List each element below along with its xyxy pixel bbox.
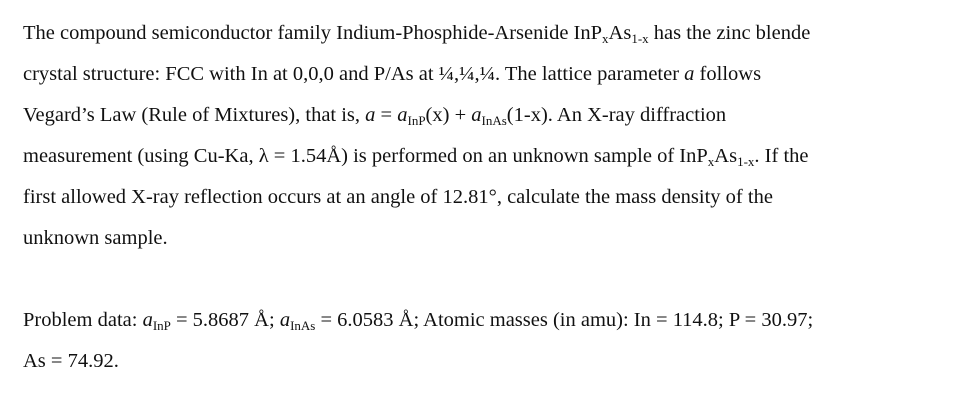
subscript: InAs xyxy=(290,318,316,333)
text-span: = xyxy=(375,104,398,126)
text-span: = 5.8687 Å; xyxy=(170,309,280,331)
subscript: InAs xyxy=(481,113,507,128)
paragraph-2-line-1 xyxy=(23,308,813,332)
paragraph-1-line-2 xyxy=(23,62,761,86)
text-span: . If the xyxy=(754,145,809,167)
variable-a: a xyxy=(684,63,695,85)
subscript: 1-x xyxy=(631,31,649,46)
subscript: x xyxy=(602,31,609,46)
text-span: As xyxy=(608,22,632,44)
subscript: x xyxy=(707,154,715,169)
paragraph-1-line-5: first allowed X-ray reflection occurs at an angle of 12.81°, calculate the mass density of the xyxy=(23,186,773,208)
text-span: (1-x). An X-ray diffraction xyxy=(506,104,727,126)
text-span: follows xyxy=(694,63,762,85)
text-span: Vegard’s Law (Rule of Mixtures), that is, xyxy=(23,104,366,126)
variable-a: a xyxy=(365,104,376,126)
paragraph-2-line-2: As = 74.92. xyxy=(23,350,119,372)
paragraph-1-line-3 xyxy=(23,103,726,127)
text-span: The compound semiconductor family Indium-Phosphide-Arsenide InP xyxy=(23,22,603,44)
paragraph-1-line-1 xyxy=(23,21,810,45)
variable-a: a xyxy=(471,104,482,126)
subscript: InP xyxy=(407,113,426,128)
variable-a: a xyxy=(279,309,291,331)
text-span: As xyxy=(714,145,738,167)
text-span: has the zinc blende xyxy=(648,22,811,44)
paragraph-1-line-4 xyxy=(23,144,809,168)
paragraph-1-line-6: unknown sample. xyxy=(23,227,168,249)
text-span: measurement (using Cu-Ka, λ = 1.54Å) is performed on an unknown sample of InP xyxy=(23,145,708,167)
variable-a: a xyxy=(397,104,408,126)
text-span: crystal structure: FCC with In at 0,0,0 and P/As at ¼,¼,¼. The lattice parameter xyxy=(23,63,685,85)
text-span: = 6.0583 Å; Atomic masses (in amu): In = 114.8; P = 30.97; xyxy=(315,309,814,331)
subscript: 1-x xyxy=(737,154,755,169)
text-span: Problem data: xyxy=(23,309,143,331)
text-span: (x) + xyxy=(425,104,472,126)
variable-a: a xyxy=(142,309,153,331)
subscript: InP xyxy=(152,318,171,333)
